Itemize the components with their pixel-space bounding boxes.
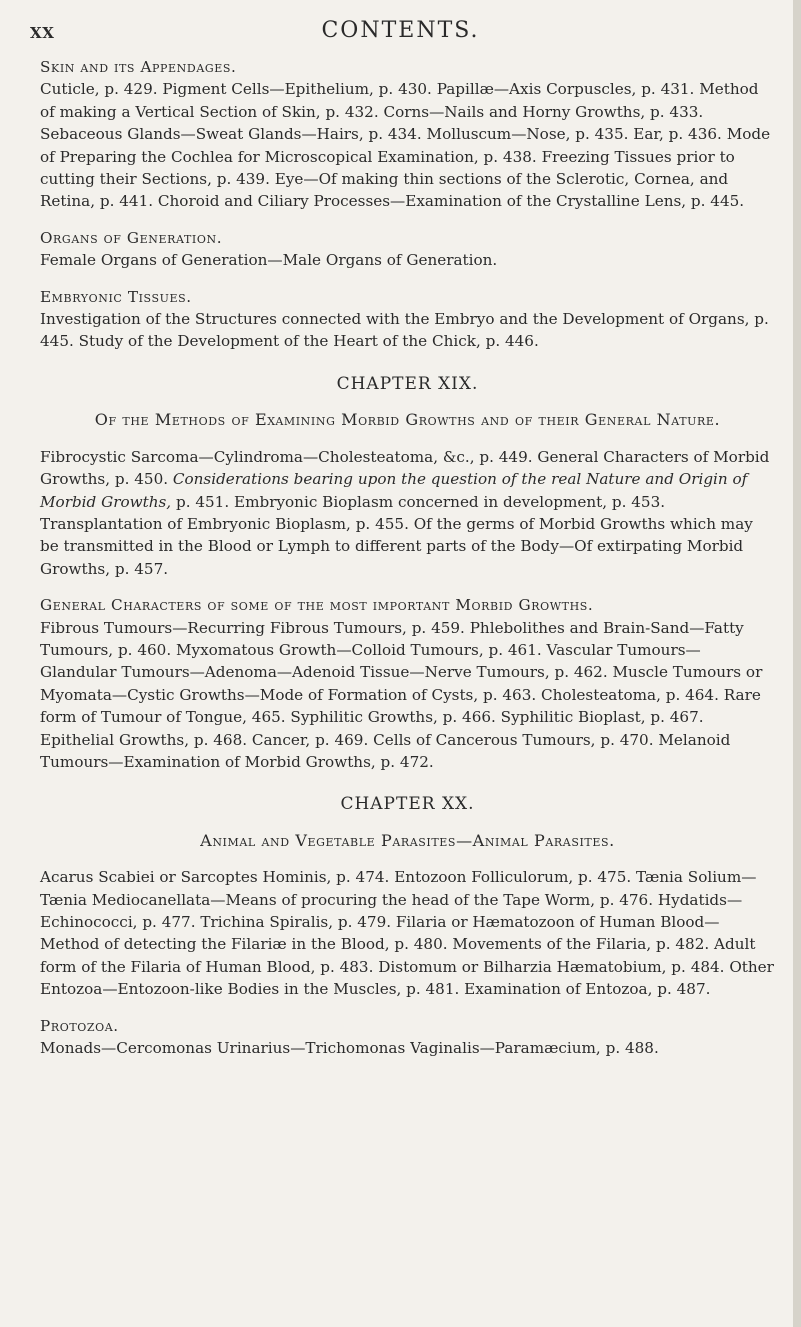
section-title: Skin and its Appendages.: [40, 58, 237, 76]
section-embryonic: [40, 286, 775, 353]
subsection-body: Fibrous Tumours—Recurring Fibrous Tumours, p. 459. Phlebolithes and Brain-Sand—Fatty Tumours, p. 460. Myxomatous Growth—Colloid Tumours, p. 461. Vascular Tumours—Glandular Tumours—Adenoma—Adenoid Tissue—Nerve Tumours, p. 462. Muscle Tumours or Myomata—Cystic Growths—Mode of Formation of Cysts, p. 463. Cholesteatoma, p. 464. Rare form of Tumour of Tongue, 465. Syphilitic Growths, p. 466. Syphilitic Bioplast, p. 467. Epithelial Growths, p. 468. Cancer, p. 469. Cells of Cancerous Tumours, p. 470. Melanoid Tumours—Examination of Morbid Growths, p. 472.: [40, 618, 763, 771]
intro-text: Fibrocystic Sarcoma—Cylindroma—Cholesteatoma, &c., p. 449. General Characters of Morbid Growths, p. 450.: [40, 447, 770, 489]
chapter-title: Of the Methods of Examining Morbid Growths and of their General Nature.: [94, 410, 721, 430]
section-body: Investigation of the Structures connected with the Embryo and the Development of Organs, p. 445. Study of the Development of the Heart of the Chick, p. 446.: [40, 310, 769, 351]
intro-text-2: p. 451. Embryonic Bioplasm concerned in development, p. 453. Transplantation of Embryonic Bioplasm, p. 455. Of the germs of Morbid Growths which may be transmitted in the Blood or Lymph to different parts of the Body—Of extirpating Morbid Growths, p. 457.: [40, 492, 753, 578]
page-edge: [793, 0, 801, 1327]
section-body: Female Organs of Generation—Male Organs of Generation.: [40, 251, 498, 270]
page-number: xx: [30, 18, 55, 44]
chapter-heading: CHAPTER XX.: [340, 794, 475, 815]
contents-body: [40, 56, 775, 1059]
section-body: Cuticle, p. 429. Pigment Cells—Epithelium, p. 430. Papillæ—Axis Corpuscles, p. 431. Method of making a Vertical Section of Skin, p. 432. Corns—Nails and Horny Growths, p. 433. Sebaceous Glands—Sweat Glands—Hairs, p. 434. Molluscum—Nose, p. 435. Ear, p. 436. Mode of Preparing the Cochlea for Microscopical Examination, p. 438. Freezing Tissues prior to cutting their Sections, p. 439. Eye—Of making thin sections of the Sclerotic, Cornea, and Retina, p. 441. Choroid and Ciliary Processes—Examination of the Crystalline Lens, p. 445.: [40, 80, 771, 211]
running-title: CONTENTS.: [321, 18, 480, 43]
chapter-intro: [40, 446, 775, 580]
section-organs: [40, 227, 775, 272]
intro-italic: Considerations bearing upon the question of the real Nature and Origin of Morbid Growths,: [40, 470, 748, 511]
subsection-title: Protozoa.: [40, 1016, 119, 1035]
section-skin: [40, 56, 775, 213]
section-title: Embryonic Tissues.: [40, 287, 192, 306]
chapter-body: Acarus Scabiei or Sarcoptes Hominis, p. 474. Entozoon Folliculorum, p. 475. Tænia Solium—Tænia Mediocanellata—Means of procuring the head of the Tape Worm, p. 476. Hydatids—Echinococci, p. 477. Trichina Spiralis, p. 479. Filaria or Hæmatozoon of Human Blood—Method of detecting the Filariæ in the Blood, p. 480. Movements of the Filaria, p. 482. Adult form of the Filaria of Human Blood, p. 483. Distomum or Bilharzia Hæmatobium, p. 484. Other Entozoa—Entozoon-like Bodies in the Muscles, p. 481. Examination of Entozoa, p. 487.: [40, 868, 774, 999]
page-header: [0, 8, 801, 48]
chapter-heading: CHAPTER XIX.: [336, 373, 479, 394]
section-title: Organs of Generation.: [40, 228, 223, 247]
chapter-title: Animal and Vegetable Parasites—Animal Parasites.: [200, 830, 615, 850]
subsection-body: Monads—Cercomonas Urinarius—Trichomonas Vaginalis—Paramæcium, p. 488.: [40, 1039, 659, 1058]
subsection-title: General Characters of some of the most important Morbid Growths.: [40, 596, 594, 615]
